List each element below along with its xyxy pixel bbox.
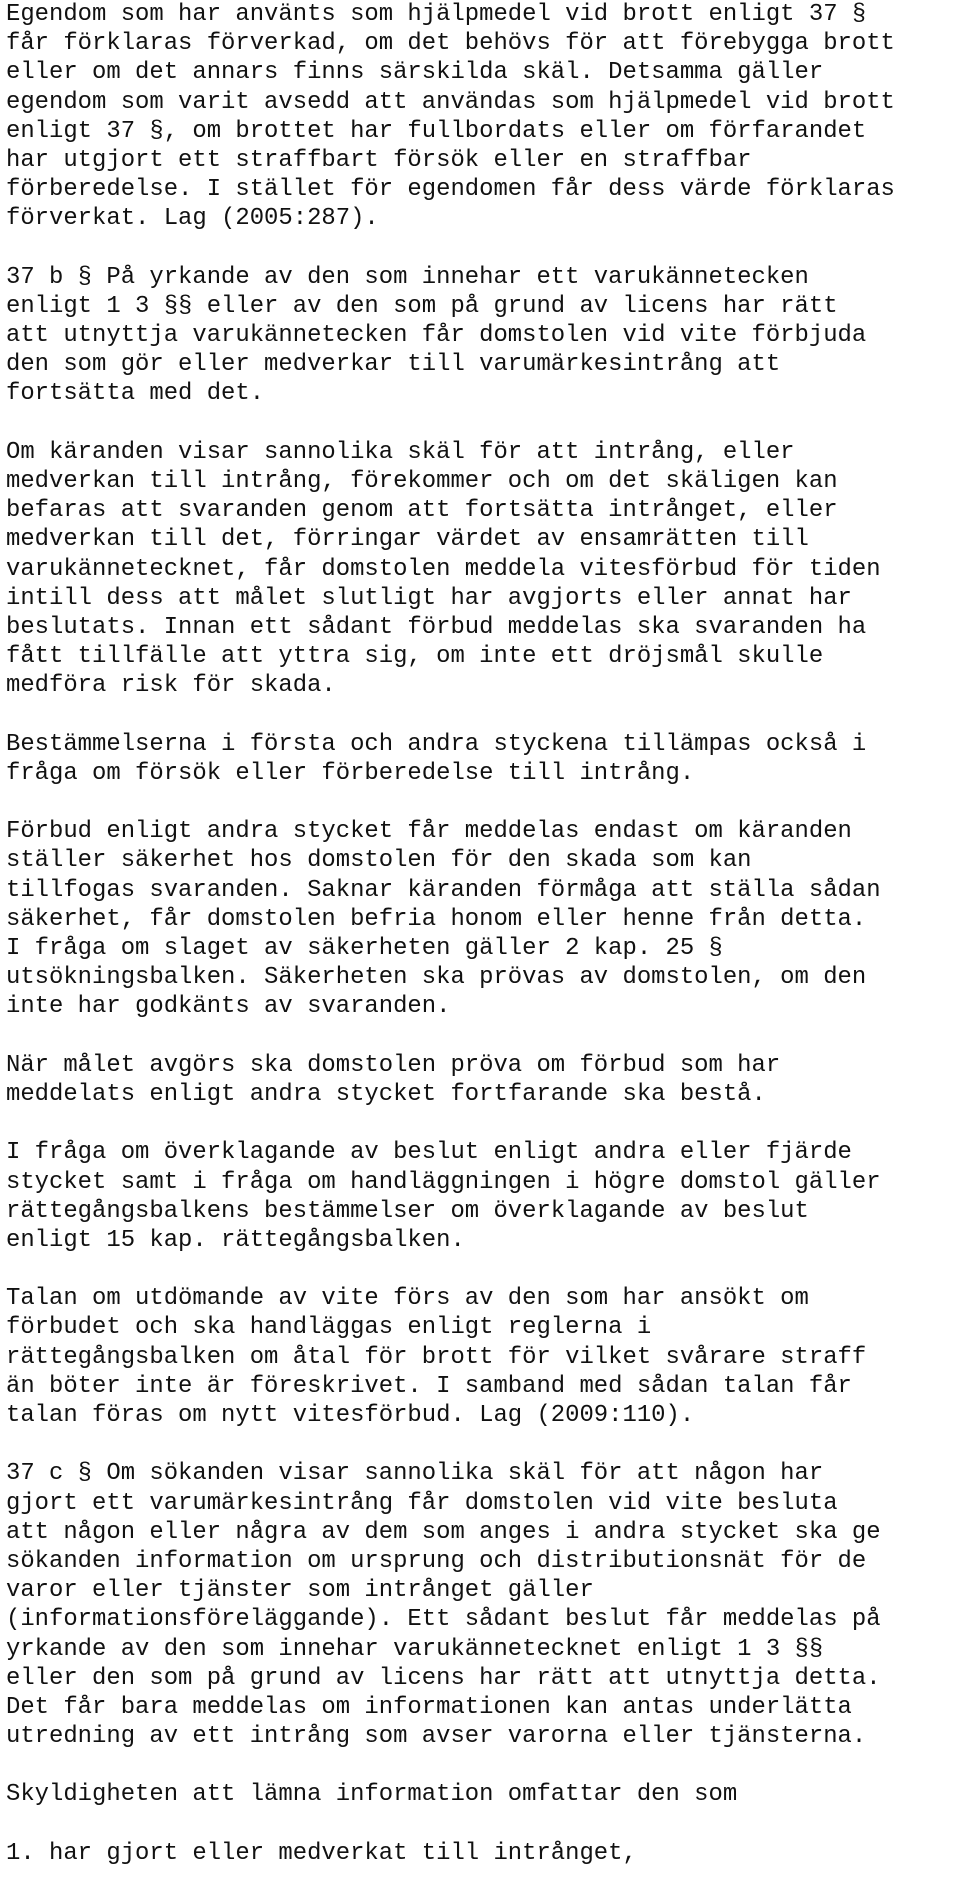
paragraph-p6 (6, 1051, 960, 1109)
text-line: Egendom som har använts som hjälpmedel vid brott enligt 37 § (6, 1, 867, 28)
text-line: medföra risk för skada. (6, 672, 336, 700)
text-line: Det får bara meddelas om informationen kan antas underlätta (6, 1693, 852, 1721)
text-line: egendom som varit avsedd att användas som hjälpmedel vid brott (6, 88, 895, 116)
text-line: medverkan till intrång, förekommer och om det skäligen kan (6, 468, 838, 495)
text-line: än böter inte är föreskrivet. I samband med sådan talan får (6, 1372, 852, 1400)
text-line: sökanden information om ursprung och distributionsnät för de (6, 1547, 867, 1575)
text-line: tillfogas svaranden. Saknar käranden förmåga att ställa sådan (6, 876, 881, 904)
text-line: förverkat. Lag (2005:287). (6, 205, 379, 233)
text-line: fått tillfälle att yttra sig, om inte ett dröjsmål skulle (6, 643, 824, 671)
text-line: stycket samt i fråga om handläggningen i högre domstol gäller (6, 1168, 881, 1196)
text-line: eller den som på grund av licens har rätt att utnyttja detta. (6, 1664, 881, 1692)
text-line: När målet avgörs ska domstolen pröva om förbud som har (6, 1051, 781, 1079)
paragraph-p3 (6, 438, 960, 701)
paragraph-p1 (6, 0, 960, 234)
text-line: 1. har gjort eller medverkat till intrånget, (6, 1839, 637, 1867)
text-line: medverkan till det, förringar värdet av ensamrätten till (6, 526, 809, 554)
text-line: inte har godkänts av svaranden. (6, 993, 451, 1021)
text-line: enligt 1 3 §§ eller av den som på grund av licens har rätt (6, 292, 838, 320)
text-line: ställer säkerhet hos domstolen för den skada som kan (6, 847, 752, 875)
text-line: Bestämmelserna i första och andra styckena tillämpas också i (6, 730, 867, 758)
text-line: fortsätta med det. (6, 380, 265, 408)
text-line: I fråga om slaget av säkerheten gäller 2 kap. 25 § (6, 935, 723, 962)
text-line: 37 c § Om sökanden visar sannolika skäl för att någon har (6, 1460, 824, 1488)
text-line: eller om det annars finns särskilda skäl. Detsamma gäller (6, 59, 824, 87)
text-line: Talan om utdömande av vite förs av den som har ansökt om (6, 1285, 809, 1313)
text-line: Skyldigheten att lämna information omfattar den som (6, 1781, 738, 1809)
text-line: befaras att svaranden genom att fortsätta intrånget, eller (6, 497, 838, 525)
text-line: Förbud enligt andra stycket får meddelas endast om käranden (6, 818, 852, 846)
text-line: (informationsföreläggande). Ett sådant beslut får meddelas på (6, 1606, 881, 1634)
paragraph-p7 (6, 1138, 960, 1255)
paragraph-p11 (6, 1839, 960, 1868)
text-line: utsökningsbalken. Säkerheten ska prövas av domstolen, om den (6, 964, 867, 992)
text-line: att utnyttja varukännetecken får domstolen vid vite förbjuda (6, 322, 867, 350)
paragraph-p10 (6, 1780, 960, 1809)
text-line: enligt 37 §, om brottet har fullbordats eller om förfarandet (6, 117, 867, 145)
text-line: den som gör eller medverkar till varumärkesintrång att (6, 351, 781, 379)
text-line: utredning av ett intrång som avser varorna eller tjänsterna. (6, 1723, 867, 1751)
paragraph-p2 (6, 263, 960, 409)
text-line: förbudet och ska handläggas enligt reglerna i (6, 1314, 652, 1342)
text-line: rättegångsbalkens bestämmelser om överklagande av beslut (6, 1197, 809, 1225)
text-line: yrkande av den som innehar varukännetecknet enligt 1 3 §§ (6, 1635, 824, 1663)
text-line: att någon eller några av dem som anges i andra stycket ska ge (6, 1518, 881, 1546)
text-line: får förklaras förverkad, om det behövs för att förebygga brott (6, 30, 895, 58)
text-line: I fråga om överklagande av beslut enligt andra eller fjärde (6, 1139, 852, 1167)
text-line: rättegångsbalken om åtal för brott för vilket svårare straff (6, 1343, 867, 1371)
text-line: talan föras om nytt vitesförbud. Lag (2009:110). (6, 1402, 695, 1429)
text-line: har utgjort ett straffbart försök eller en straffbar (6, 146, 752, 174)
paragraph-p9 (6, 1459, 960, 1751)
text-line: varukännetecknet, får domstolen meddela vitesförbud för tiden (6, 555, 881, 583)
paragraph-p4 (6, 730, 960, 788)
text-line: Om käranden visar sannolika skäl för att intrång, eller (6, 438, 795, 466)
text-line: meddelats enligt andra stycket fortfarande ska bestå. (6, 1080, 766, 1108)
text-line: fråga om försök eller förberedelse till intrång. (6, 759, 695, 787)
text-line: varor eller tjänster som intrånget gäller (6, 1577, 594, 1605)
text-line: enligt 15 kap. rättegångsbalken. (6, 1226, 465, 1254)
text-line: beslutats. Innan ett sådant förbud meddelas ska svaranden ha (6, 613, 867, 641)
text-line: gjort ett varumärkesintrång får domstolen vid vite besluta (6, 1489, 838, 1517)
text-line: säkerhet, får domstolen befria honom eller henne från detta. (6, 905, 867, 933)
text-line: 37 b § På yrkande av den som innehar ett varukännetecken (6, 263, 809, 291)
paragraph-p5 (6, 817, 960, 1021)
text-line: intill dess att målet slutligt har avgjorts eller annat har (6, 584, 852, 612)
paragraph-p8 (6, 1284, 960, 1430)
text-line: förberedelse. I stället för egendomen får dess värde förklaras (6, 176, 895, 204)
